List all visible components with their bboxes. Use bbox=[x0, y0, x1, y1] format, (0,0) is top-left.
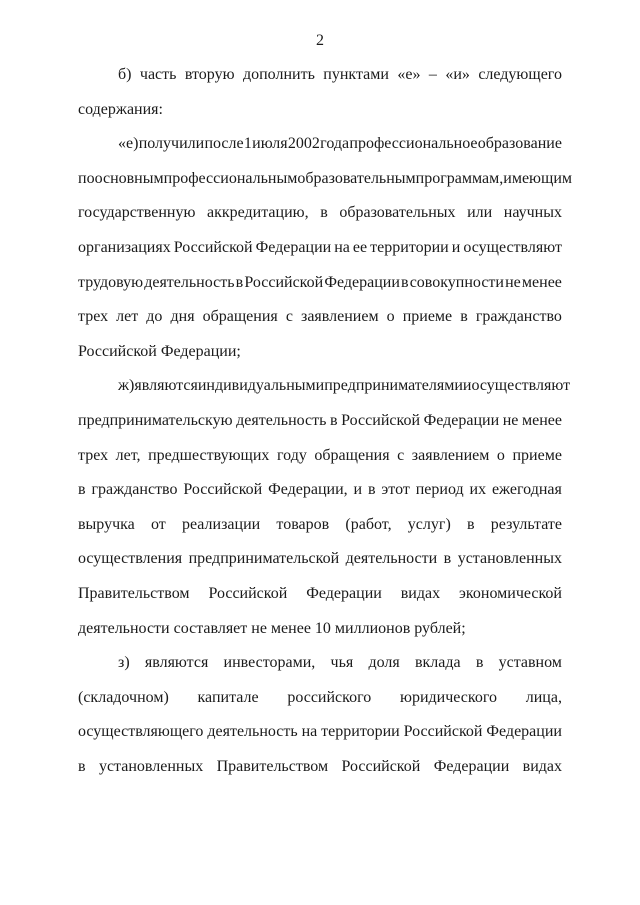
text-line: «е) получили после 1 июля 2002 года профессиональное образование bbox=[118, 135, 562, 153]
text-line: (складочном) капитале российского юридического лица, bbox=[78, 688, 562, 706]
text-line: Правительством Российской Федерации видах экономической bbox=[78, 584, 562, 602]
paragraph bbox=[78, 369, 571, 646]
text-line: ж) являются индивидуальными предпринимателями и осуществляют bbox=[118, 377, 571, 395]
paragraph bbox=[78, 127, 572, 369]
text-line: по основным профессиональным образовательным программам, имеющим bbox=[78, 169, 572, 187]
paragraph bbox=[78, 646, 562, 784]
text-line: б) часть вторую дополнить пунктами «е» – «и» следующего bbox=[118, 66, 562, 83]
text-line: организациях Российской Федерации на ее территории и осуществляют bbox=[78, 238, 562, 256]
text-line: в гражданство Российской Федерации, и в этот период их ежегодная bbox=[78, 481, 562, 499]
text-line: содержания: bbox=[78, 100, 163, 118]
text-line: з) являются инвесторами, чья доля вклада в уставном bbox=[118, 654, 562, 672]
text-line: трех лет до дня обращения с заявлением о приеме в гражданство bbox=[78, 308, 562, 326]
text-line: осуществления предпринимательской деятельности в установленных bbox=[78, 550, 562, 568]
page-number: 2 bbox=[316, 32, 324, 49]
document-body bbox=[78, 58, 572, 784]
paragraph bbox=[78, 58, 562, 127]
text-line: трудовую деятельность в Российской Федерации в совокупности не менее bbox=[78, 273, 562, 291]
text-line: Российской Федерации; bbox=[78, 342, 241, 360]
text-line: трех лет, предшествующих году обращения с заявлением о приеме bbox=[78, 446, 562, 464]
text-line: осуществляющего деятельность на территории Российской Федерации bbox=[78, 723, 562, 741]
text-line: в установленных Правительством Российской Федерации видах bbox=[78, 757, 562, 775]
text-line: государственную аккредитацию, в образовательных или научных bbox=[78, 204, 562, 222]
text-line: предпринимательскую деятельность в Российской Федерации не менее bbox=[78, 411, 562, 429]
text-line: деятельности составляет не менее 10 миллионов рублей; bbox=[78, 619, 466, 637]
text-line: выручка от реализации товаров (работ, услуг) в результате bbox=[78, 515, 562, 533]
